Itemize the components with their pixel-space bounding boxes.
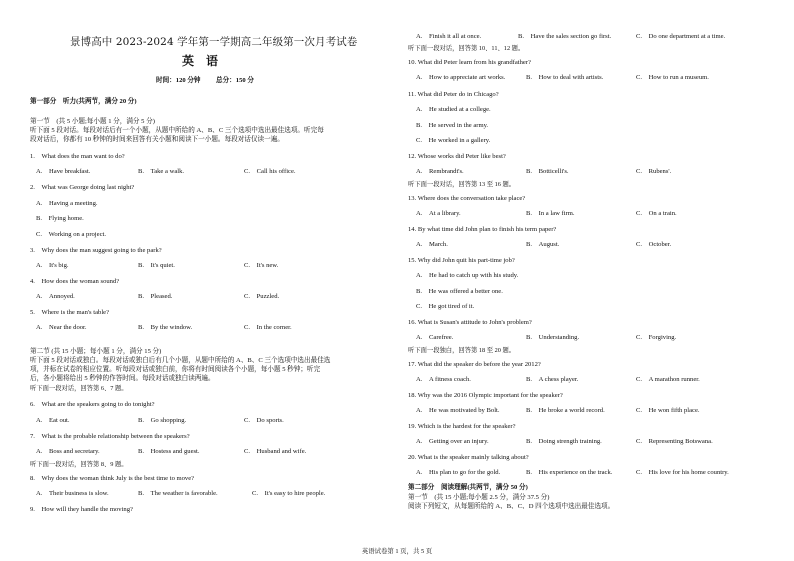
option-b: B. Doing strength training. (526, 438, 602, 445)
option-c: C. Working on a project. (36, 231, 106, 238)
option-c: C. Call his office. (244, 168, 296, 175)
option-b: B. How to deal with artists. (526, 74, 604, 81)
option-a: A. Annoyed. (36, 293, 75, 300)
option-b: B. He broke a world record. (526, 407, 605, 414)
question-text: 11. What did Peter do in Chicago? (408, 91, 499, 98)
option-b: B. He was offered a better one. (416, 288, 503, 295)
option-b: B. Go shopping. (138, 417, 187, 424)
option-c: C. Do one department at a time. (636, 33, 726, 40)
option-b: B. It's quiet. (138, 262, 175, 269)
section1-instr: 段对话后，你都有 10 秒钟的时间来回答有关小题和阅读下一小题。每段对话仅读一遍。 (30, 136, 284, 143)
option-b: B. August. (526, 241, 560, 248)
question-text: 19. Which is the hardest for the speaker? (408, 423, 516, 430)
option-a: A. His plan to go for the gold. (416, 469, 501, 476)
listen-note: 听下面一段对话，回答第 13 至 16 题。 (408, 181, 516, 188)
time-label: 时间：120 分钟 (156, 77, 201, 84)
page-footer: 英语试卷第 1 页，共 5 页 (361, 548, 433, 555)
option-b: B. A chess player. (526, 376, 579, 383)
part2-heading: 第二部分 阅读理解(共两节，满分 50 分) (408, 484, 528, 491)
option-b: B. Hostess and guest. (138, 448, 200, 455)
listen-note: 听下面一段对话，回答第 10、11、12 题。 (408, 45, 525, 52)
section1-heading: 第一节 (共 5 小题;每小题 1 分，满分 5 分) (30, 118, 155, 125)
option-a: A. A fitness coach. (416, 376, 471, 383)
option-b: B. His experience on the track. (526, 469, 613, 476)
option-c: C. How to run a museum. (636, 74, 709, 81)
part2-section1-heading: 第一节 (共 15 小题;每小题 2.5 分，满分 37.5 分) (408, 494, 550, 501)
part1-heading: 第一部分 听力(共两节，满分 20 分) (30, 98, 137, 105)
option-a: A. Getting over an injury. (416, 438, 489, 445)
option-a: A. Finish it all at once. (416, 33, 482, 40)
option-b: B. Botticelli's. (526, 168, 569, 175)
question-text: 3. Why does the man suggest going to the park? (30, 247, 162, 254)
option-b: B. By the window. (138, 324, 193, 331)
option-c: C. Puzzled. (244, 293, 280, 300)
option-a: A. He was motivated by Bolt. (416, 407, 500, 414)
option-c: C. A marathon runner. (636, 376, 700, 383)
question-text: 1. What does the man want to do? (30, 153, 125, 160)
section2-heading: 第二节 (共 15 小题；每小题 1 分，满分 15 分) (30, 348, 162, 355)
option-a: A. March. (416, 241, 448, 248)
question-text: 12. Whose works did Peter like best? (408, 153, 506, 160)
option-b: B. He served in the army. (416, 122, 489, 129)
question-text: 18. Why was the 2016 Olympic important for the speaker? (408, 392, 563, 399)
section2-instr: 项，并标在试卷的相应位置。听每段对话或独白前，你将有时间阅读各个小题，每小题 5 秒钟；听完 (30, 366, 321, 373)
option-a: A. Boss and secretary. (36, 448, 100, 455)
option-b: B. Understanding. (526, 334, 580, 341)
question-text: 4. How does the woman sound? (30, 278, 120, 285)
option-b: B. In a law firm. (526, 210, 575, 217)
question-text: 16. What is Susan's attitude to John's problem? (408, 319, 532, 326)
option-b: B. Pleased. (138, 293, 173, 300)
option-b: B. Have the sales section go first. (518, 33, 612, 40)
option-c: C. It's easy to hire people. (252, 490, 326, 497)
question-text: 17. What did the speaker do before the year 2012? (408, 361, 541, 368)
question-text: 6. What are the speakers going to do tonight? (30, 401, 155, 408)
listen-note: 听下面一段独白，回答第 18 至 20 题。 (408, 347, 516, 354)
score-label: 总分：150 分 (216, 77, 254, 84)
section2-instr: 听下面 5 段对话或独白。每段对话或独白后有几个小题，从题中所给的 A、B、C 三个选项中选出最佳选 (30, 357, 331, 364)
option-a: A. Their business is slow. (36, 490, 109, 497)
question-text: 2. What was George doing last night? (30, 184, 135, 191)
option-c: C. His love for his home country. (636, 469, 729, 476)
exam-title: 景博高中 2023-2024 学年第一学期高二年级第一次月考试卷 (70, 36, 358, 48)
option-a: A. Carefree. (416, 334, 454, 341)
question-text: 13. Where does the conversation take place? (408, 195, 526, 202)
option-a: A. Having a meeting. (36, 200, 98, 207)
option-c: C. It's new. (244, 262, 279, 269)
option-a: A. Rembrandt's. (416, 168, 464, 175)
section1-instr: 听下面 5 段对话。每段对话后有一个小题，从题中所给的 A、B、C 三个选项中选出最佳选项。听完每 (30, 127, 324, 134)
option-a: A. He studied at a college. (416, 106, 491, 113)
question-text: 5. Where is the man's table? (30, 309, 110, 316)
option-c: C. Forgiving. (636, 334, 677, 341)
option-c: C. Rubens'. (636, 168, 672, 175)
option-c: C. He got tired of it. (416, 303, 475, 310)
option-a: A. Near the door. (36, 324, 87, 331)
option-c: C. He won fifth place. (636, 407, 700, 414)
question-text: 10. What did Peter learn from his grandfather? (408, 59, 531, 66)
option-a: A. It's big. (36, 262, 69, 269)
section2-instr: 后，各小题将给出 5 秒钟的作答时间。每段对话或独白读两遍。 (30, 375, 215, 382)
option-c: C. In the corner. (244, 324, 292, 331)
option-a: A. Eat out. (36, 417, 70, 424)
option-a: A. At a library. (416, 210, 461, 217)
option-a: A. He had to catch up with his study. (416, 272, 519, 279)
part2-instr: 阅读下列短文，从每题所给的 A、B、C、D 四个选项中选出最佳选项。 (408, 503, 615, 510)
option-b: B. Flying home. (36, 215, 84, 222)
question-text: 14. By what time did John plan to finish his term paper? (408, 226, 557, 233)
question-text: 8. Why does the woman think July is the best time to move? (30, 475, 195, 482)
question-text: 15. Why did John quit his part-time job? (408, 257, 515, 264)
question-text: 9. How will they handle the moving? (30, 506, 133, 513)
option-c: C. Husband and wife. (244, 448, 307, 455)
subject-title: 英语 (182, 54, 231, 68)
option-c: C. Do sports. (244, 417, 284, 424)
option-c: C. October. (636, 241, 672, 248)
option-a: A. Have breakfast. (36, 168, 91, 175)
option-c: C. Representing Botswana. (636, 438, 713, 445)
option-c: C. He worked in a gallery. (416, 137, 491, 144)
question-text: 20. What is the speaker mainly talking about? (408, 454, 529, 461)
option-c: C. On a train. (636, 210, 677, 217)
question-text: 7. What is the probable relationship between the speakers? (30, 433, 190, 440)
option-a: A. How to appreciate art works. (416, 74, 506, 81)
listen-note: 听下面一段对话，回答第 6、7 题。 (30, 385, 128, 392)
listen-note: 听下面一段对话，回答第 8、9 题。 (30, 461, 128, 468)
option-b: B. Take a walk. (138, 168, 185, 175)
option-b: B. The weather is favorable. (138, 490, 218, 497)
